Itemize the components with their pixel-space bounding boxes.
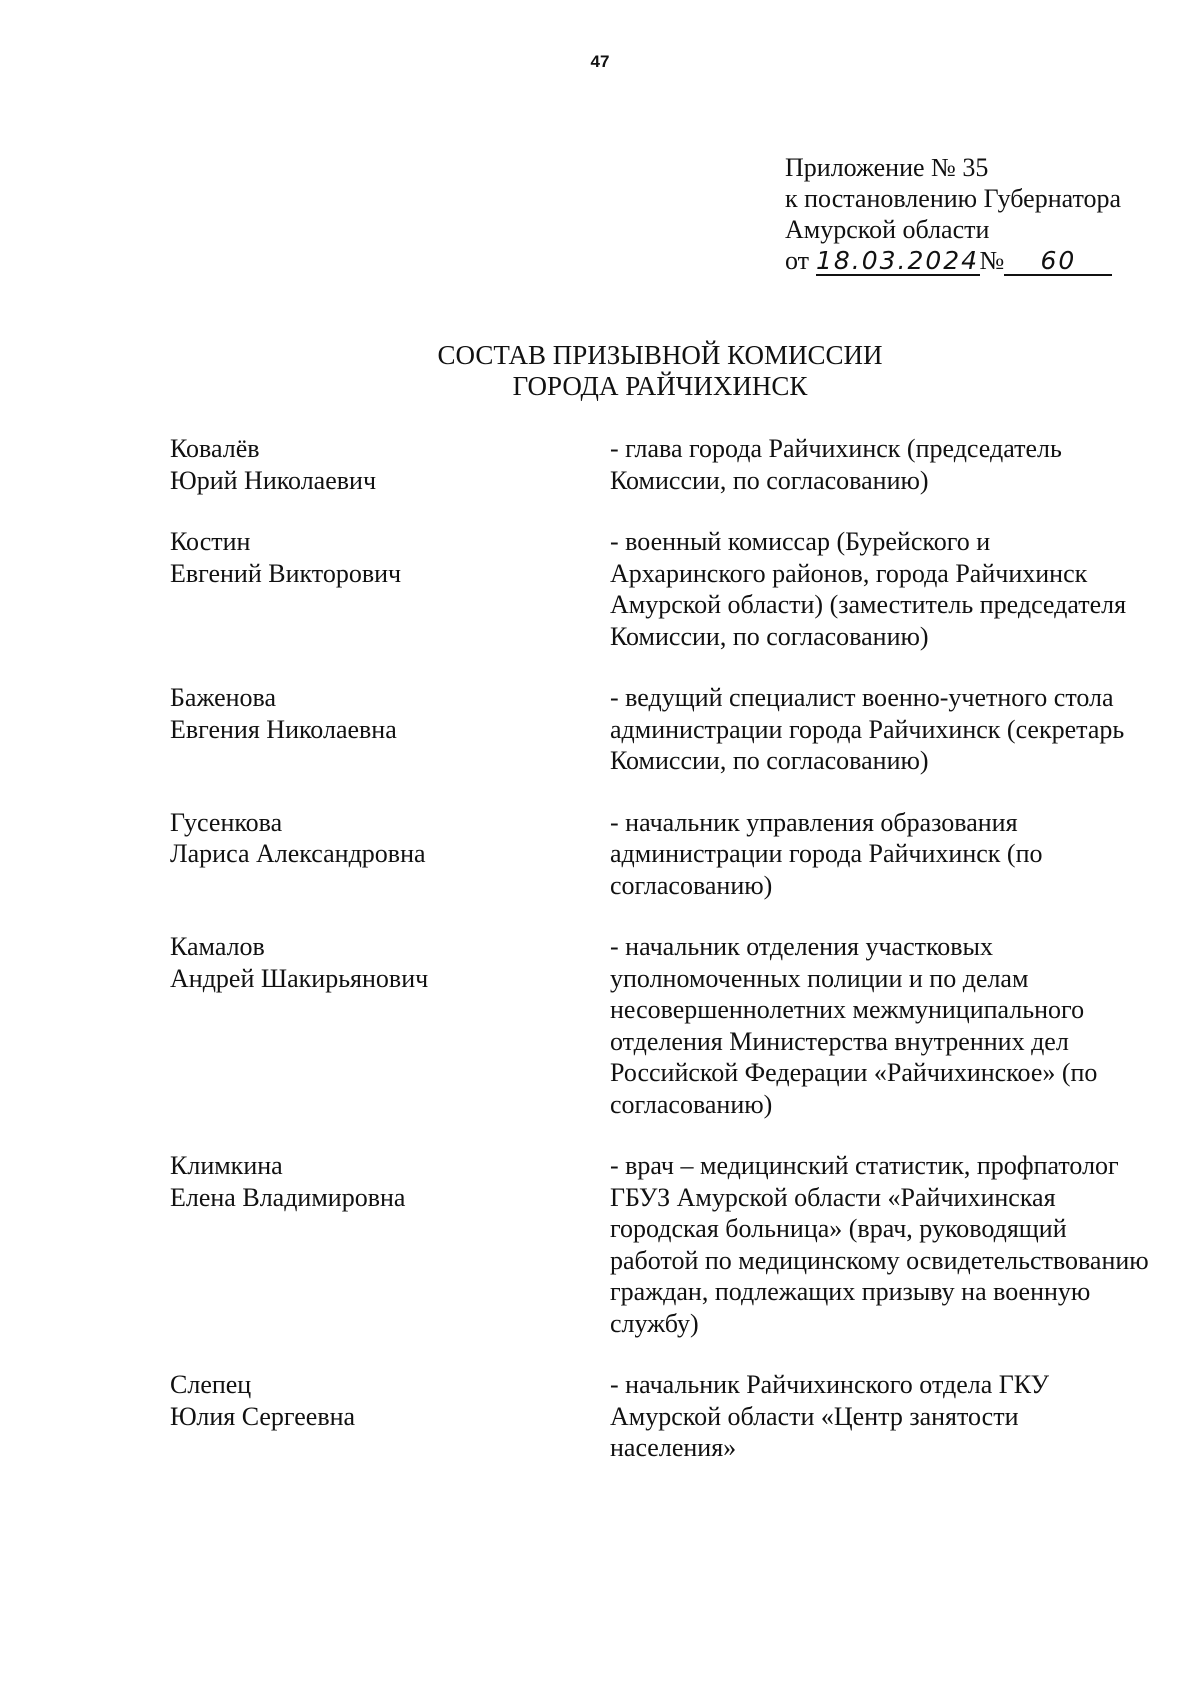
- appendix-line-3: Амурской области: [785, 215, 990, 244]
- appendix-line-1: Приложение № 35: [785, 153, 989, 182]
- appendix-header: [785, 152, 1121, 276]
- member-entry: [170, 682, 1150, 777]
- member-given-name: Евгений Викторович: [170, 558, 402, 588]
- member-given-name: Елена Владимировна: [170, 1182, 406, 1212]
- member-role: - ведущий специалист военно-учетного стола администрации города Райчихинск (секретарь Комиссии, по согласованию): [610, 683, 1125, 775]
- member-role: - глава города Райчихинск (председатель Комиссии, по согласованию): [610, 434, 1062, 495]
- member-name: [170, 931, 610, 1120]
- member-surname: Гусенкова: [170, 807, 283, 837]
- member-surname: Камалов: [170, 932, 265, 961]
- member-surname: Ковалёв: [170, 434, 260, 463]
- title-line-1: СОСТАВ ПРИЗЫВНОЙ КОМИССИИ: [437, 340, 883, 370]
- member-name: [170, 807, 610, 902]
- member-name: [170, 433, 610, 496]
- member-role: - военный комиссар (Бурейского и Архаринского районов, города Райчихинск Амурской области) (заместитель председателя Комиссии, по согласованию): [610, 527, 1127, 651]
- member-given-name: Юрий Николаевич: [170, 465, 377, 495]
- member-surname: Слепец: [170, 1370, 252, 1399]
- member-surname: Климкина: [170, 1151, 283, 1180]
- members-list: [170, 433, 1150, 1494]
- appendix-date-line: [785, 245, 1121, 276]
- member-role: - начальник управления образования администрации города Райчихинск (по согласованию): [610, 807, 1043, 900]
- member-role: - начальник отделения участковых уполномоченных полиции и по делам несовершеннолетних межмуниципального отделения Министерства внутренних дел Российской Федерации «Райчихинское» (по согласованию): [610, 932, 1098, 1119]
- member-name: [170, 682, 610, 777]
- member-entry: [170, 433, 1150, 496]
- member-surname: Баженова: [170, 683, 277, 712]
- member-entry: [170, 807, 1150, 902]
- handwritten-date: 18.03.2024: [815, 246, 980, 275]
- member-entry: [170, 931, 1150, 1120]
- title-line-2: ГОРОДА РАЙЧИХИНСК: [512, 371, 808, 401]
- appendix-line-2: к постановлению Губернатора: [785, 184, 1122, 213]
- member-name: [170, 1369, 610, 1464]
- document-title: [0, 340, 1200, 402]
- member-name: [170, 1150, 610, 1339]
- member-given-name: Андрей Шакирьянович: [170, 963, 429, 993]
- date-prefix: от: [785, 246, 816, 275]
- member-entry: [170, 1369, 1150, 1464]
- member-surname: Костин: [170, 527, 251, 556]
- member-role: - начальник Райчихинского отдела ГКУ Амурской области «Центр занятости населения»: [610, 1370, 1050, 1462]
- member-entry: [170, 526, 1150, 652]
- handwritten-number: 60: [1004, 248, 1112, 276]
- member-given-name: Юлия Сергеевна: [170, 1401, 356, 1431]
- number-prefix: №: [979, 246, 1005, 275]
- member-name: [170, 526, 610, 652]
- member-role: - врач – медицинский статистик, профпатолог ГБУЗ Амурской области «Райчихинская городская больница» (врач, руководящий работой по медицинскому освидетельствованию граждан, подлежащих призыву на военную службу): [610, 1151, 1149, 1338]
- member-given-name: Лариса Александровна: [170, 839, 426, 868]
- member-given-name: Евгения Николаевна: [170, 714, 397, 744]
- member-entry: [170, 1150, 1150, 1339]
- page-number: 47: [590, 52, 610, 71]
